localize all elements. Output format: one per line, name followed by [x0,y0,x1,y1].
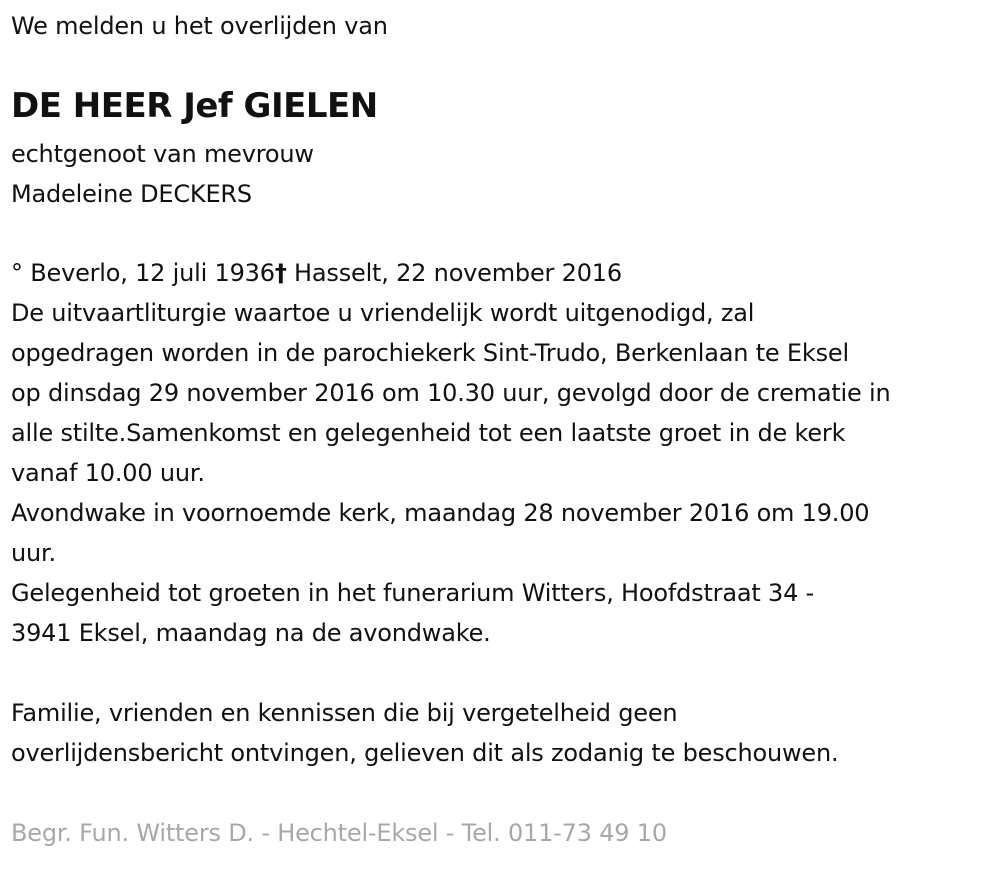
body-line: De uitvaartliturgie waartoe u vriendelijk wordt uitgenodigd, zal [11,299,755,327]
ceremony-details [11,253,890,653]
birth-info: Beverlo, 12 juli 1936 [22,259,275,287]
funeral-home-footer: Begr. Fun. Witters D. - Hechtel-Eksel - Tel. 011-73 49 10 [11,819,667,847]
family-line: overlijdensbericht ontvingen, gelieven dit als zodanig te beschouwen. [11,739,839,767]
body-line: Avondwake in voornoemde kerk, maandag 28 november 2016 om 19.00 [11,499,870,527]
spouse-name: Madeleine DECKERS [11,180,252,208]
family-line: Familie, vrienden en kennissen die bij vergetelheid geen [11,699,678,727]
cross-icon: † [274,259,287,287]
death-info: Hasselt, 22 november 2016 [286,259,622,287]
family-note [11,693,838,773]
body-line: uur. [11,539,56,567]
body-line: op dinsdag 29 november 2016 om 10.30 uur, gevolgd door de crematie in [11,379,891,407]
birth-symbol: ° [11,259,23,287]
deceased-name: DE HEER Jef GIELEN [11,86,378,126]
body-line: alle stilte.Samenkomst en gelegenheid tot een laatste groet in de kerk [11,419,846,447]
intro-text: We melden u het overlijden van [11,12,388,40]
body-line: 3941 Eksel, maandag na de avondwake. [11,619,491,647]
birth-death-line [11,253,890,293]
body-line: opgedragen worden in de parochiekerk Sint-Trudo, Berkenlaan te Eksel [11,339,849,367]
body-line: Gelegenheid tot groeten in het funerarium Witters, Hoofdstraat 34 - [11,579,815,607]
body-line: vanaf 10.00 uur. [11,459,205,487]
spouse-line: echtgenoot van mevrouw [11,140,314,168]
spouse-block [11,134,314,214]
